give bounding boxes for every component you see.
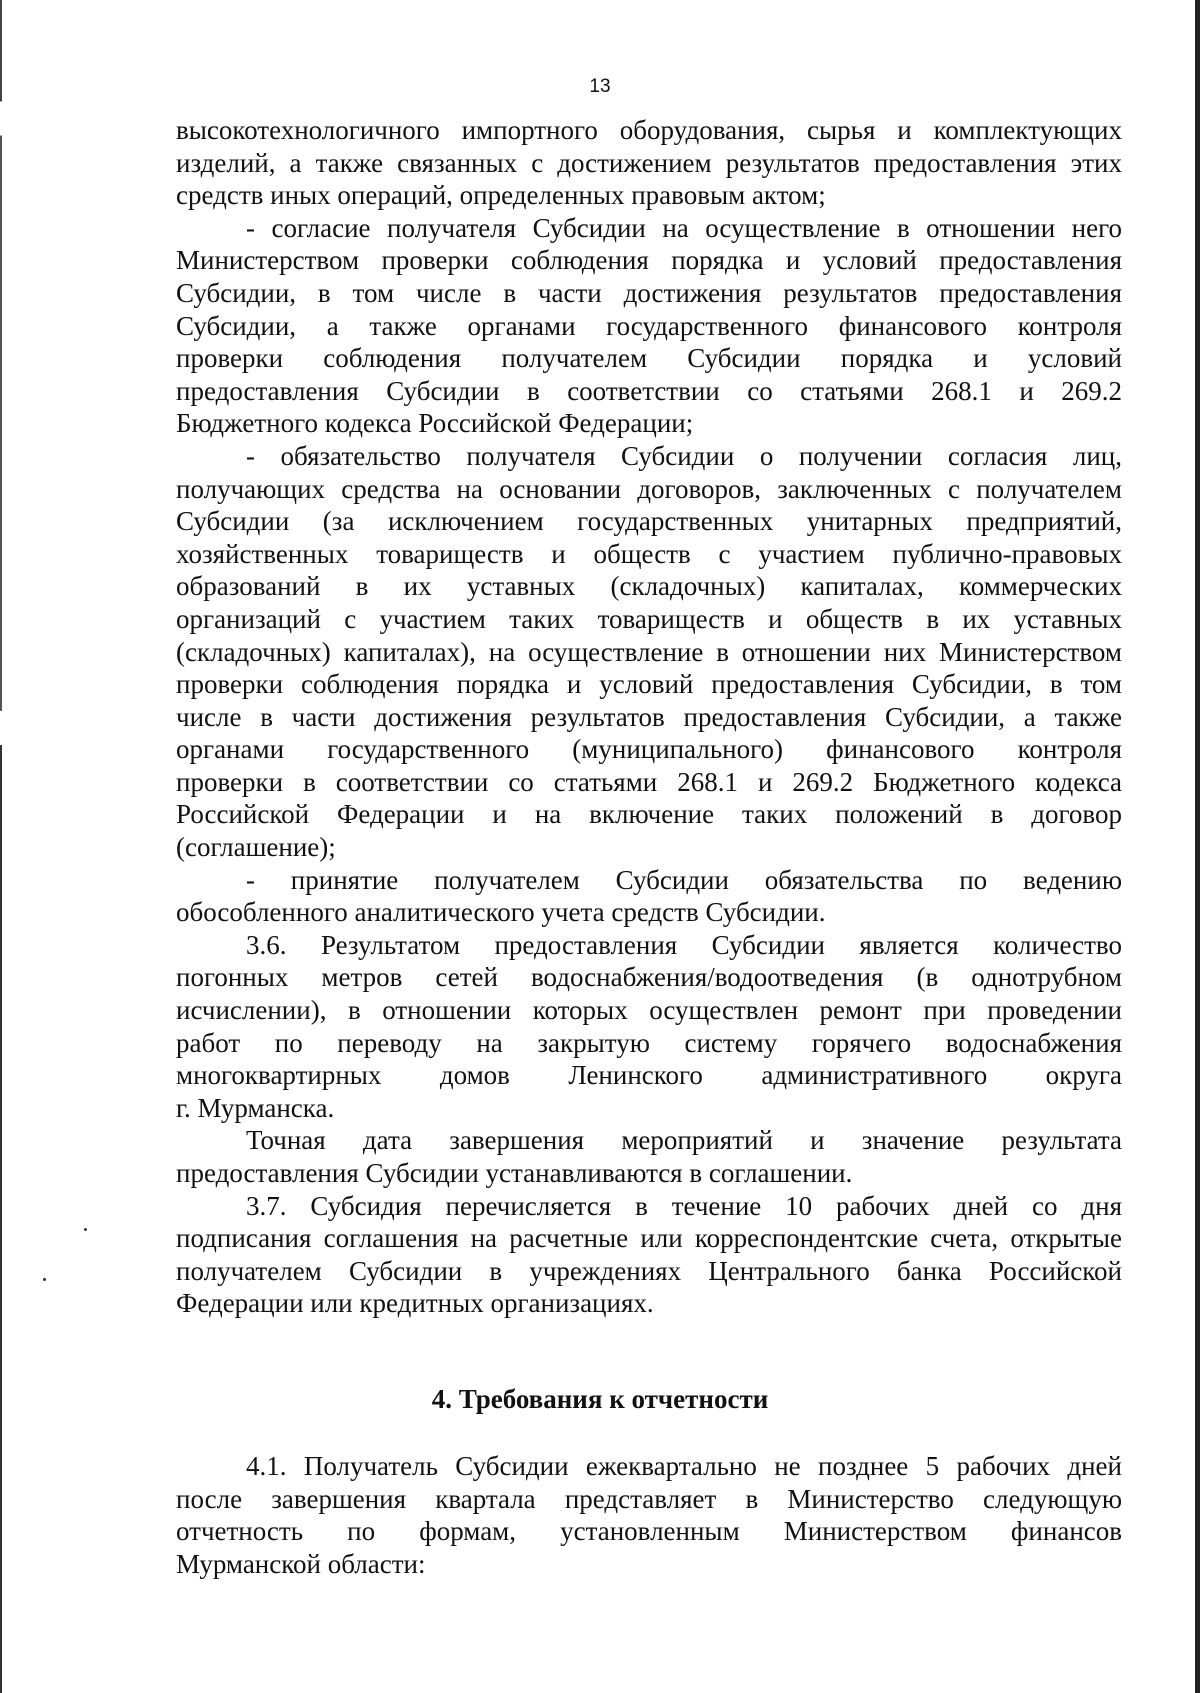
scan-edge-left: [0, 0, 2, 1693]
paragraph: [176, 1190, 1122, 1320]
section-4-body: [176, 1450, 1122, 1580]
paragraph: [176, 864, 1122, 929]
paragraph: [176, 929, 1122, 1125]
text-line: Субсидии, а также органами государственного финансового контроля: [176, 310, 1122, 341]
section-heading: 4. Требования к отчетности: [431, 1384, 769, 1414]
text-line: (складочных) капиталах), на осуществление в отношении них Министерством: [176, 636, 1122, 667]
text-line: - обязательство получателя Субсидии о получении согласия лиц,: [246, 440, 1122, 471]
text-line: - принятие получателем Субсидии обязательства по ведению: [246, 864, 1122, 895]
text-line: Субсидии, в том числе в части достижения результатов предоставления: [176, 277, 1122, 308]
text-line: погонных метров сетей водоснабжения/водоотведения (в однотрубном: [176, 962, 1122, 993]
text-line: - согласие получателя Субсидии на осуществление в отношении него: [246, 212, 1122, 243]
text-line: Российской Федерации и на включение таких положений в договор: [176, 799, 1122, 830]
text-line: г. Мурманска.: [176, 1092, 335, 1123]
document-body: [176, 114, 1122, 1320]
text-line: организаций с участием таких товариществ и обществ в их уставных: [176, 603, 1122, 634]
text-line: получателем Субсидии в учреждениях Центрального банка Российской: [176, 1255, 1122, 1286]
scan-speck: [84, 1228, 87, 1231]
text-line: (соглашение);: [176, 832, 336, 863]
text-line: средств иных операций, определенных правовым актом;: [176, 180, 826, 211]
text-line: образований в их уставных (складочных) капиталах, коммерческих: [176, 571, 1122, 602]
text-line: обособленного аналитического учета средств Субсидии.: [176, 897, 826, 928]
text-line: хозяйственных товариществ и обществ с участием публично-правовых: [176, 538, 1122, 569]
text-line: органами государственного (муниципального) финансового контроля: [176, 734, 1122, 765]
text-line: Мурманской области:: [176, 1548, 426, 1579]
scan-edge-right: [1195, 0, 1200, 1693]
text-line: 3.6. Результатом предоставления Субсидии является количество: [246, 929, 1122, 960]
paragraph: [176, 212, 1122, 440]
text-line: многоквартирных домов Ленинского административного округа: [176, 1060, 1122, 1091]
text-line: Министерством проверки соблюдения порядка и условий предоставления: [176, 245, 1122, 276]
text-line: предоставления Субсидии устанавливаются в соглашении.: [176, 1158, 853, 1188]
text-line: высокотехнологичного импортного оборудования, сырья и комплектующих: [176, 115, 1122, 145]
text-line: подписания соглашения на расчетные или корреспондентские счета, открытые: [176, 1223, 1122, 1254]
text-line: изделий, а также связанных с достижением результатов предоставления этих: [176, 147, 1122, 178]
text-line: предоставления Субсидии в соответствии со статьями 268.1 и 269.2: [176, 375, 1122, 406]
paragraph: [176, 1124, 1122, 1189]
text-line: исчислении), в отношении которых осуществлен ремонт при проведении: [176, 995, 1122, 1026]
text-line: проверки в соответствии со статьями 268.1 и 269.2 Бюджетного кодекса: [176, 766, 1122, 797]
text-line: 4.1. Получатель Субсидии ежеквартально не позднее 5 рабочих дней: [246, 1451, 1122, 1481]
page-number: 13: [589, 76, 611, 97]
text-line: числе в части достижения результатов предоставления Субсидии, а также: [176, 701, 1122, 732]
text-line: Федерации или кредитных организациях.: [176, 1288, 654, 1319]
text-line: Бюджетного кодекса Российской Федерации;: [176, 408, 694, 439]
text-line: отчетность по формам, установленным Министерством финансов: [176, 1516, 1122, 1547]
paragraph: [176, 114, 1122, 212]
text-line: 3.7. Субсидия перечисляется в течение 10 рабочих дней со дня: [246, 1190, 1122, 1221]
text-line: проверки соблюдения получателем Субсидии порядка и условий: [176, 343, 1122, 374]
text-line: работ по переводу на закрытую систему горячего водоснабжения: [176, 1027, 1122, 1058]
text-line: Субсидии (за исключением государственных унитарных предприятий,: [176, 506, 1122, 537]
paragraph: [176, 440, 1122, 864]
text-line: после завершения квартала представляет в Министерство следующую: [176, 1483, 1122, 1514]
text-line: получающих средства на основании договоров, заключенных с получателем: [176, 473, 1122, 504]
text-line: Точная дата завершения мероприятий и значение результата: [246, 1125, 1122, 1156]
scan-speck: [43, 1278, 46, 1281]
text-line: проверки соблюдения порядка и условий предоставления Субсидии, в том: [176, 669, 1122, 700]
